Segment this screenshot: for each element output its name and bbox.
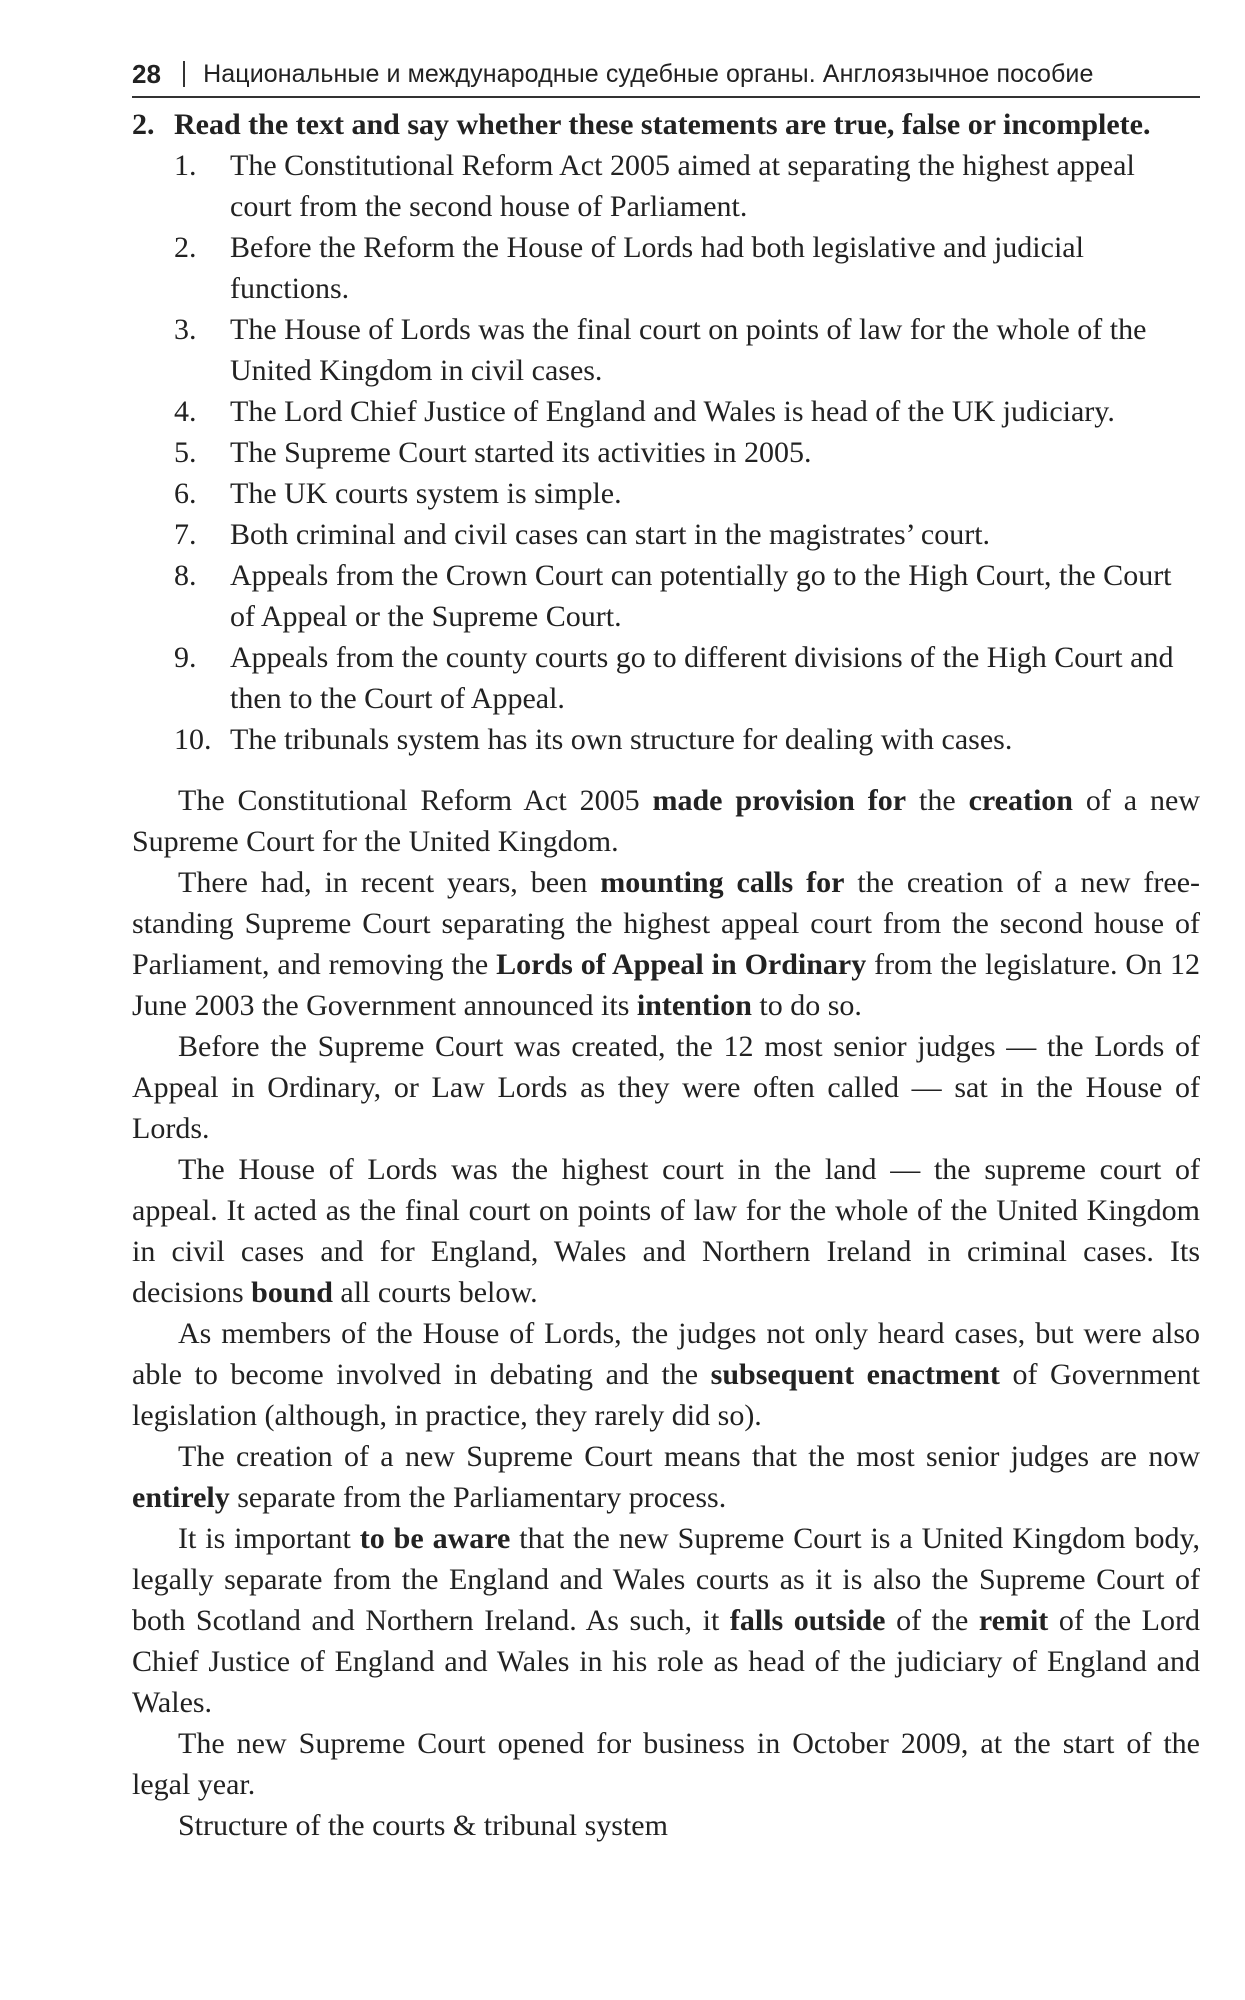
running-title: Национальные и международные судебные органы. Англоязычное пособие <box>203 60 1094 88</box>
text-run: the creation of a new free-standing Supreme Court separating the highest appeal court from the second house of Parliament, and removing the <box>132 866 1200 981</box>
statement-number: 9. <box>174 641 197 674</box>
list-item <box>174 514 1200 555</box>
section-subheading: Structure of the courts & tribunal system <box>178 1809 668 1842</box>
paragraph-7 <box>132 1518 1200 1723</box>
exercise-number: 2. <box>132 108 155 141</box>
text-run: all courts below. <box>332 1276 538 1309</box>
text-run: that the new Supreme Court is a United Kingdom body, legally separate from the England and Wales courts as it is also the Supreme Court of both Scotland and Northern Ireland. As such, it <box>132 1522 1200 1637</box>
statement-text: The Lord Chief Justice of England and Wales is head of the UK judiciary. <box>230 395 1115 428</box>
statement-number: 5. <box>174 436 197 469</box>
page <box>132 52 1200 1846</box>
paragraph-6 <box>132 1436 1200 1518</box>
list-item <box>174 309 1200 391</box>
statement-text: Both criminal and civil cases can start in the magistrates’ court. <box>230 518 991 551</box>
header-separator <box>183 61 185 87</box>
list-item <box>174 719 1200 760</box>
text-run: the <box>906 784 969 817</box>
text-run: of a new Supreme Court for the United Kingdom. <box>132 784 1200 858</box>
reading-text <box>132 780 1200 1846</box>
statement-number: 4. <box>174 395 197 428</box>
text-run: separate from the Parliamentary process. <box>229 1481 727 1514</box>
statement-number: 7. <box>174 518 197 551</box>
statement-number: 6. <box>174 477 197 510</box>
paragraph-1 <box>132 780 1200 862</box>
statement-text: The tribunals system has its own structure for dealing with cases. <box>230 723 1013 756</box>
running-head <box>132 52 1200 98</box>
list-item <box>174 145 1200 227</box>
statement-text: The Supreme Court started its activities in 2005. <box>230 436 812 469</box>
key-term: entirely <box>132 1481 230 1514</box>
key-term: to be aware <box>359 1522 511 1555</box>
text-run: The House of Lords was the highest court in the land — the supreme court of appeal. It acted as the final court on points of law for the whole of the United Kingdom in civil cases and for England, Wales and Northern Ireland in criminal cases. Its decisions <box>132 1153 1200 1309</box>
key-term: intention <box>636 989 752 1022</box>
statements-list <box>132 145 1200 760</box>
exercise-instruction: Read the text and say whether these statements are true, false or incomplete. <box>174 108 1151 141</box>
statement-number: 3. <box>174 313 197 346</box>
statement-text: Before the Reform the House of Lords had both legislative and judicial functions. <box>230 231 1084 305</box>
list-item <box>174 432 1200 473</box>
page-number: 28 <box>132 59 162 89</box>
paragraph-4 <box>132 1149 1200 1313</box>
key-term: mounting calls for <box>600 866 845 899</box>
list-item <box>174 637 1200 719</box>
text-run: of the <box>885 1604 979 1637</box>
paragraph-5 <box>132 1313 1200 1436</box>
statement-number: 8. <box>174 559 197 592</box>
list-item <box>174 555 1200 637</box>
list-item <box>174 473 1200 514</box>
text-run: The Constitutional Reform Act 2005 <box>178 784 653 817</box>
statement-number: 1. <box>174 149 197 182</box>
text-run: As members of the House of Lords, the judges not only heard cases, but were also able to become involved in debating and the <box>132 1317 1200 1391</box>
exercise-heading <box>132 104 1200 145</box>
statement-text: The Constitutional Reform Act 2005 aimed at separating the highest appeal court from the second house of Parliament. <box>230 149 1135 223</box>
paragraph-2 <box>132 862 1200 1026</box>
key-term: bound <box>251 1276 333 1309</box>
key-term: Lords of Appeal in Ordinary <box>496 948 867 981</box>
text-run: of the Lord Chief Justice of England and Wales in his role as head of the judiciary of England and Wales. <box>132 1604 1200 1719</box>
text-run: There had, in recent years, been <box>178 866 601 899</box>
statement-text: Appeals from the Crown Court can potentially go to the High Court, the Court of Appeal or the Supreme Court. <box>230 559 1172 633</box>
paragraph-3: Before the Supreme Court was created, the 12 most senior judges — the Lords of Appeal in Ordinary, or Law Lords as they were often called — sat in the House of Lords. <box>132 1030 1200 1145</box>
text-run: It is important <box>178 1522 360 1555</box>
statement-number: 2. <box>174 231 197 264</box>
list-item <box>174 391 1200 432</box>
statement-text: The UK courts system is simple. <box>230 477 622 510</box>
key-term: remit <box>978 1604 1049 1637</box>
text-run: of Government legislation (although, in practice, they rarely did so). <box>132 1358 1200 1432</box>
key-term: subsequent enactment <box>710 1358 1000 1391</box>
paragraph-8: The new Supreme Court opened for business in October 2009, at the start of the legal year. <box>132 1727 1200 1801</box>
text-run: The creation of a new Supreme Court means that the most senior judges are now <box>178 1440 1200 1473</box>
exercise <box>132 104 1200 760</box>
text-run: to do so. <box>751 989 862 1022</box>
key-term: made provision for <box>652 784 907 817</box>
statement-number: 10. <box>174 723 212 756</box>
text-run: from the legislature. On 12 June 2003 the Government announced its <box>132 948 1200 1022</box>
key-term: falls outside <box>729 1604 886 1637</box>
statement-text: The House of Lords was the final court on points of law for the whole of the United Kingdom in civil cases. <box>230 313 1147 387</box>
list-item <box>174 227 1200 309</box>
key-term: creation <box>968 784 1073 817</box>
statement-text: Appeals from the county courts go to different divisions of the High Court and then to the Court of Appeal. <box>230 641 1174 715</box>
